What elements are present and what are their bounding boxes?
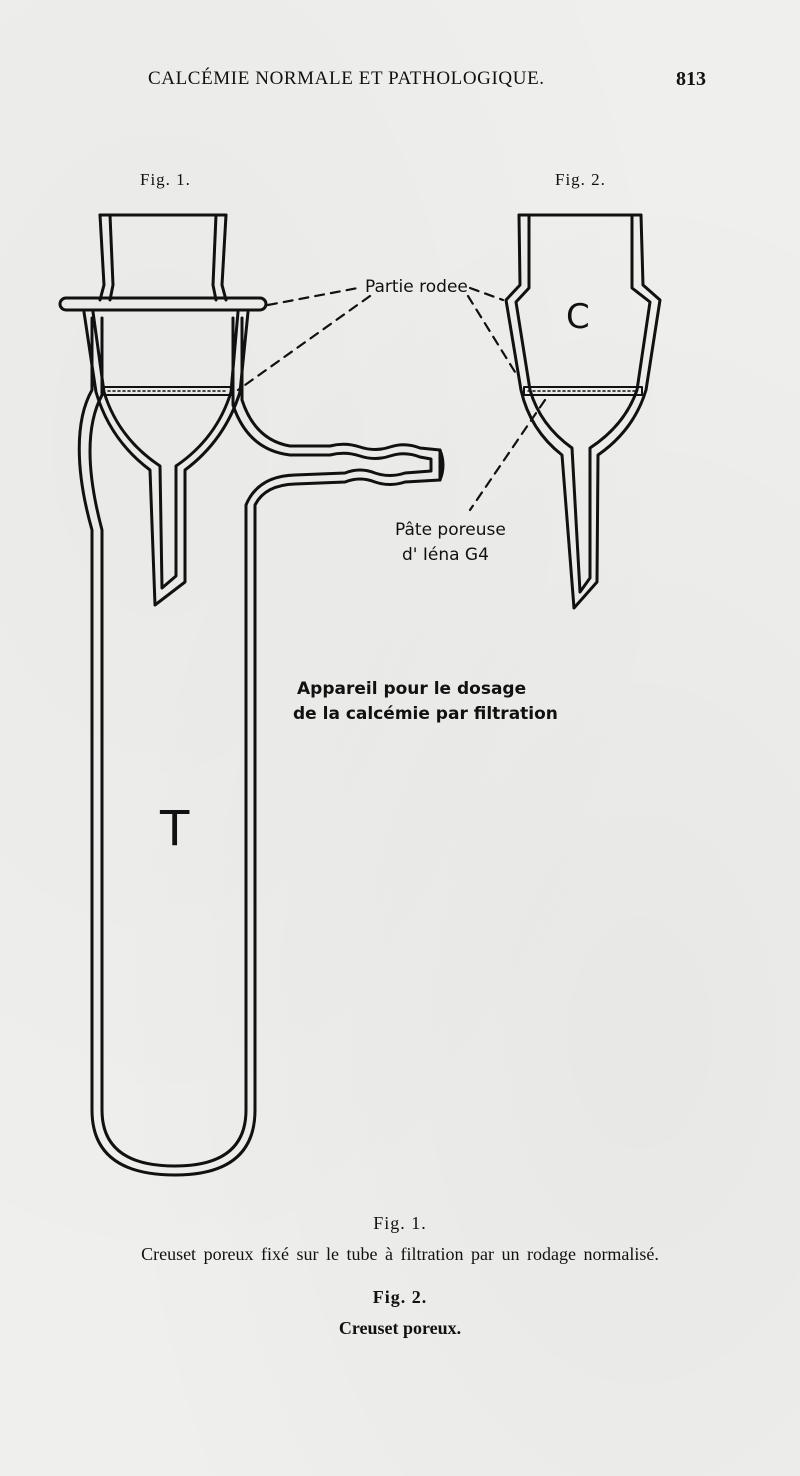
apparatus-label-line2: de la calcémie par filtration (293, 704, 558, 724)
crucible-body-outer (84, 312, 248, 605)
figure-1-label: Fig. 1. (140, 170, 191, 189)
figure-2-caption-label: Fig. 2. (372, 1287, 428, 1307)
apparatus-label-line1: Appareil pour le dosage (297, 679, 527, 699)
crucible2-inner (516, 215, 650, 592)
crucible-letter-c: C (566, 297, 590, 337)
tube-letter-t: T (160, 801, 190, 857)
figure-2-label: Fig. 2. (555, 170, 606, 189)
crucible-in-tube-drawing (84, 215, 248, 605)
crucible-body-inner (93, 312, 238, 588)
figure-2-caption: Creuset poreux. (338, 1318, 462, 1338)
tube-inner-wall (90, 318, 431, 1166)
porous-crucible-drawing (506, 215, 660, 608)
running-title: CALCÉMIE NORMALE ET PATHOLOGIQUE. (148, 68, 545, 89)
figure-1-caption-label: Fig. 1. (373, 1213, 427, 1233)
ground-part-label: Partie rodee (365, 277, 468, 297)
page-number: 813 (676, 68, 706, 90)
tube-outer-wall (79, 318, 440, 1175)
porous-paste-label-line2: d' Iéna G4 (402, 545, 489, 565)
porous-paste-label-line1: Pâte poreuse (395, 520, 506, 540)
figure-1-caption: Creuset poreux fixé sur le tube à filtration par un rodage normalisé. (141, 1244, 659, 1264)
ground-joint-flange (60, 298, 266, 310)
filtration-tube-drawing (79, 318, 443, 1175)
